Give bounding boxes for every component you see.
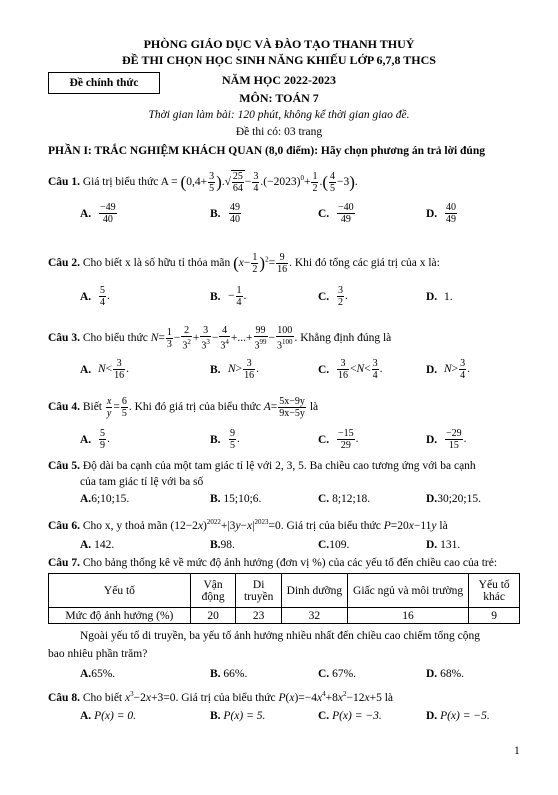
question-7-followup-2: bao nhiêu phần trăm? [48,648,148,660]
question-2: Câu 2. Cho biết x là số hữu tỉ thỏa mãn (x− $\frac{1}{2}$ )$^2$= $\frac{9}{16}$ . Khi đó tổng các giá trị của x là: [48,252,440,275]
page-number: 1 [514,745,520,757]
header-cell: Di truyền [236,574,282,608]
subject: MÔN: TOÁN 7 [239,91,319,105]
header-cell: Yếu tố [49,574,191,608]
table-cell: 32 [281,608,347,624]
question-6: Câu 6. Cho x, y thoả mãn $(12-2x)^{2022}+|3y-x|^{2023}=0$. Giá trị của biểu thức P=20x−11y là [48,518,448,532]
stats-table [48,573,520,624]
table-header-row [49,574,520,608]
page-count: Đề thi có: 03 trang [235,126,323,138]
question-7-followup: Ngoài yếu tố di truyền, ba yếu tố ảnh hưởng nhiều nhất đến chiều cao chiếm tổng cộng [80,630,481,642]
section-heading: PHẦN I: TRẮC NGHIỆM KHÁCH QUAN (8,0 điểm): Hãy chọn phương án trả lời đúng [48,145,485,157]
header-cell: Yếu tố khác [469,574,520,608]
question-5: Câu 5. Độ dài ba cạnh của một tam giác tỉ lệ với 2, 3, 5. Ba chiều cao tương ứng với ba cạnh [48,460,476,472]
question-3: Câu 3. Cho biểu thức N= $\frac{1}{3}$ − $\frac{2}{3^2}$ + $\frac{3}{3^3}$ − $\frac{4}{3^4}$ +...+ $\frac{99}{3^{99}}$ − $\frac{100}{3^{100}}$ . Khẳng định đúng là [48,325,392,352]
school-year: NĂM HỌC 2022-2023 [222,73,336,87]
header-cell: Vận động [190,574,236,608]
table-cell: 20 [190,608,236,624]
row-label: Mức độ ảnh hưởng (%) [49,608,191,624]
table-row [49,608,520,624]
question-5-line2: của tam giác tỉ lệ với ba số [80,476,204,488]
time-note: Thời gian làm bài: 120 phút, không kể thời gian giao đề. [148,109,410,121]
question-7: Câu 7. Cho bảng thống kê về mức độ ảnh hưởng (đơn vị %) của các yếu tố đến chiều cao của trẻ: [48,557,498,569]
department-heading: PHÒNG GIÁO DỤC VÀ ĐÀO TẠO THANH THUỶ [143,37,415,51]
table-cell: 16 [347,608,469,624]
question-label: Câu 1. [48,176,80,189]
question-text: Giá trị biểu thức A = [82,176,178,189]
exam-title: ĐỀ THI CHỌN HỌC SINH NĂNG KHIẾU LỚP 6,7,8 THCS [122,53,436,67]
formula: (0,4+ $\frac{3}{5}$ ).√ $\frac{25}{64}$ − $\frac{3}{4}$ $.(-2023)^0+$ $\frac{1}{2}$ .( $\frac{4}{5}$ −3). [180,171,358,194]
official-label-box: Đề chính thức [48,72,160,94]
header-cell: Dinh dưỡng [281,574,347,608]
question-8: Câu 8. Cho biết $x^3-2x+3=0$. Giá trị của biểu thức $P(x)=-4x^4+8x^2-12x+5$ là [48,690,394,704]
question-4: Câu 4. Biết $\frac{x}{y}$ = $\frac{6}{5}$ . Khi đó giá trị của biểu thức A= $\frac{5x-9y}{9x-5y}$ là [48,396,319,419]
table-cell: 9 [469,608,520,624]
question-1 [48,170,358,194]
header-cell: Giấc ngủ và môi trường [347,574,469,608]
table-cell: 23 [236,608,282,624]
